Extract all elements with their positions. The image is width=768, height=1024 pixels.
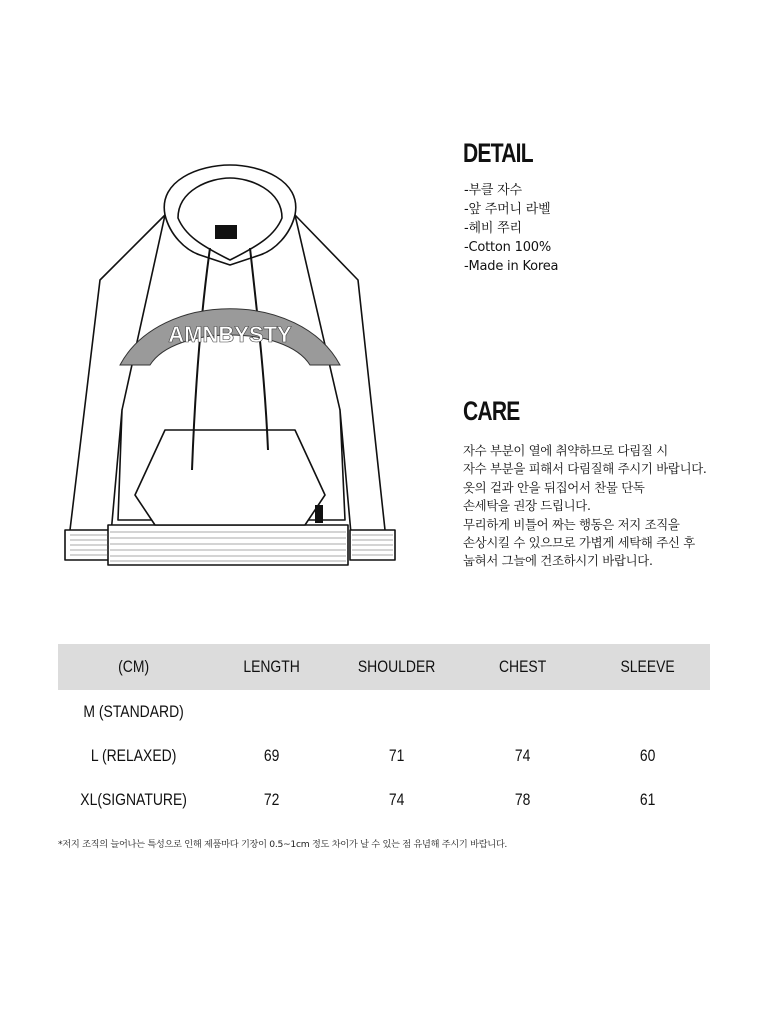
- care-line: 자수 부분이 열에 취약하므로 다림질 시: [463, 443, 668, 458]
- care-line: 무리하게 비틀어 짜는 행동은 저지 조직을: [463, 516, 680, 532]
- size-table: [58, 644, 710, 822]
- detail-item: -Made in Korea: [464, 259, 559, 274]
- hoodie-graphic-text: AMNBYSTY: [168, 322, 292, 347]
- measurement-note: *저지 조직의 늘어나는 특성으로 인해 제품마다 기장이 0.5~1cm 정도 차이가 날 수 있는 점 유념해 주시기 바랍니다.: [58, 839, 508, 850]
- care-line: 손세탁을 권장 드립니다.: [463, 498, 591, 514]
- detail-title: DETAIL: [463, 138, 533, 168]
- header-shoulder: SHOULDER: [358, 657, 436, 676]
- detail-item: -Cotton 100%: [464, 240, 552, 255]
- length-value: 69: [264, 746, 280, 765]
- header-sleeve: SLEEVE: [620, 657, 675, 676]
- care-line: 자수 부분을 피해서 다림질해 주시기 바랍니다.: [463, 461, 707, 477]
- chest-value: 74: [514, 746, 530, 765]
- size-name: XL(SIGNATURE): [80, 790, 187, 809]
- care-title: CARE: [463, 396, 520, 426]
- care-instructions: [463, 442, 707, 571]
- size-name: L (RELAXED): [90, 746, 177, 765]
- care-line: 손상시킬 수 있으므로 가볍게 세탁해 주신 후: [463, 535, 695, 551]
- table-row: [58, 690, 710, 734]
- detail-list: [464, 181, 558, 276]
- care-line: 눕혀서 그늘에 건조하시기 바랍니다.: [463, 553, 653, 569]
- header-chest: CHEST: [498, 657, 546, 676]
- hoodie-flat-sketch: [60, 160, 400, 570]
- shoulder-value: 71: [389, 746, 405, 765]
- shoulder-value: 74: [389, 790, 405, 809]
- table-row: [58, 734, 710, 778]
- detail-item: -부클 자수: [464, 183, 522, 198]
- detail-item: -앞 주머니 라벨: [464, 202, 551, 217]
- size-table-header: [58, 644, 710, 690]
- sleeve-value: 60: [639, 746, 656, 765]
- detail-item: -헤비 쭈리: [464, 221, 522, 236]
- care-line: 옷의 겉과 안을 뒤집어서 찬물 단독: [463, 479, 645, 495]
- sleeve-value: 61: [639, 790, 656, 809]
- chest-value: 78: [514, 790, 530, 809]
- header-unit: (CM): [118, 657, 150, 676]
- table-row: [58, 778, 710, 822]
- header-length: LENGTH: [243, 657, 301, 676]
- size-name: M (STANDARD): [83, 702, 184, 721]
- length-value: 72: [264, 790, 280, 809]
